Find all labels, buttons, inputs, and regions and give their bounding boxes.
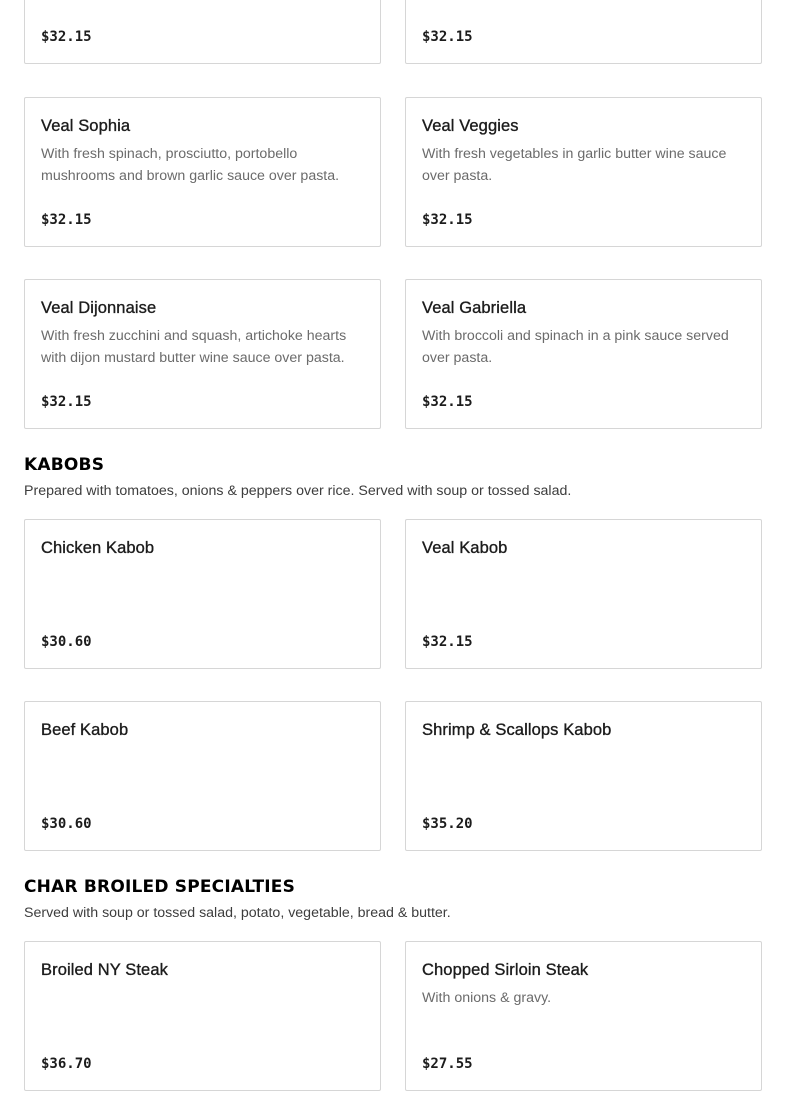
item-title: Veal Kabob bbox=[422, 539, 508, 557]
section-title-kabobs: KABOBS bbox=[24, 455, 105, 475]
item-price: $32.15 bbox=[422, 212, 473, 228]
menu-item-shrimp-scallops-kabob[interactable] bbox=[405, 701, 762, 851]
item-description: With fresh spinach, prosciutto, portobello mushrooms and brown garlic sauce over pasta. bbox=[41, 146, 340, 184]
item-description: With broccoli and spinach in a pink sauce served over pasta. bbox=[422, 328, 729, 366]
item-title: Broiled NY Steak bbox=[41, 961, 168, 979]
menu-item-beef-kabob[interactable] bbox=[24, 701, 381, 851]
item-price: $27.55 bbox=[422, 1056, 473, 1072]
item-price: $32.15 bbox=[41, 29, 92, 45]
menu-item-broiled-ny-steak[interactable] bbox=[24, 941, 381, 1091]
item-price: $32.15 bbox=[41, 394, 92, 410]
section-description-kabobs: Prepared with tomatoes, onions & peppers over rice. Served with soup or tossed salad. bbox=[24, 483, 572, 499]
item-description: With onions & gravy. bbox=[422, 990, 552, 1006]
item-title: Veal Gabriella bbox=[422, 299, 527, 317]
item-title: Chopped Sirloin Steak bbox=[422, 961, 589, 979]
section-title-char-broiled: CHAR BROILED SPECIALTIES bbox=[24, 877, 296, 897]
menu-item-chopped-sirloin-steak[interactable] bbox=[405, 941, 762, 1091]
menu-item-veal-gabriella[interactable] bbox=[405, 279, 762, 429]
item-price: $32.15 bbox=[422, 634, 473, 650]
item-price: $32.15 bbox=[41, 212, 92, 228]
menu-item-veal-dijonnaise[interactable] bbox=[24, 279, 381, 429]
item-title: Beef Kabob bbox=[41, 721, 129, 739]
item-description: With fresh zucchini and squash, artichoke hearts with dijon mustard butter wine sauce over pasta. bbox=[41, 328, 347, 366]
item-title: Veal Veggies bbox=[422, 117, 519, 135]
item-price: $36.70 bbox=[41, 1056, 92, 1072]
menu-item-veal-sophia[interactable] bbox=[24, 97, 381, 247]
item-price: $35.20 bbox=[422, 816, 473, 832]
menu-item-card[interactable] bbox=[405, 0, 762, 64]
section-description-char-broiled: Served with soup or tossed salad, potato, vegetable, bread & butter. bbox=[24, 905, 451, 921]
menu-item-veal-kabob[interactable] bbox=[405, 519, 762, 669]
item-title: Chicken Kabob bbox=[41, 539, 155, 557]
item-price: $30.60 bbox=[41, 816, 92, 832]
item-title: Veal Sophia bbox=[41, 117, 131, 135]
item-title: Veal Dijonnaise bbox=[41, 299, 157, 317]
menu-item-card[interactable] bbox=[24, 0, 381, 64]
menu-item-chicken-kabob[interactable] bbox=[24, 519, 381, 669]
menu-item-veal-veggies[interactable] bbox=[405, 97, 762, 247]
item-description: With fresh vegetables in garlic butter wine sauce over pasta. bbox=[422, 146, 727, 184]
item-price: $30.60 bbox=[41, 634, 92, 650]
item-price: $32.15 bbox=[422, 29, 473, 45]
item-price: $32.15 bbox=[422, 394, 473, 410]
item-title: Shrimp & Scallops Kabob bbox=[422, 721, 612, 739]
